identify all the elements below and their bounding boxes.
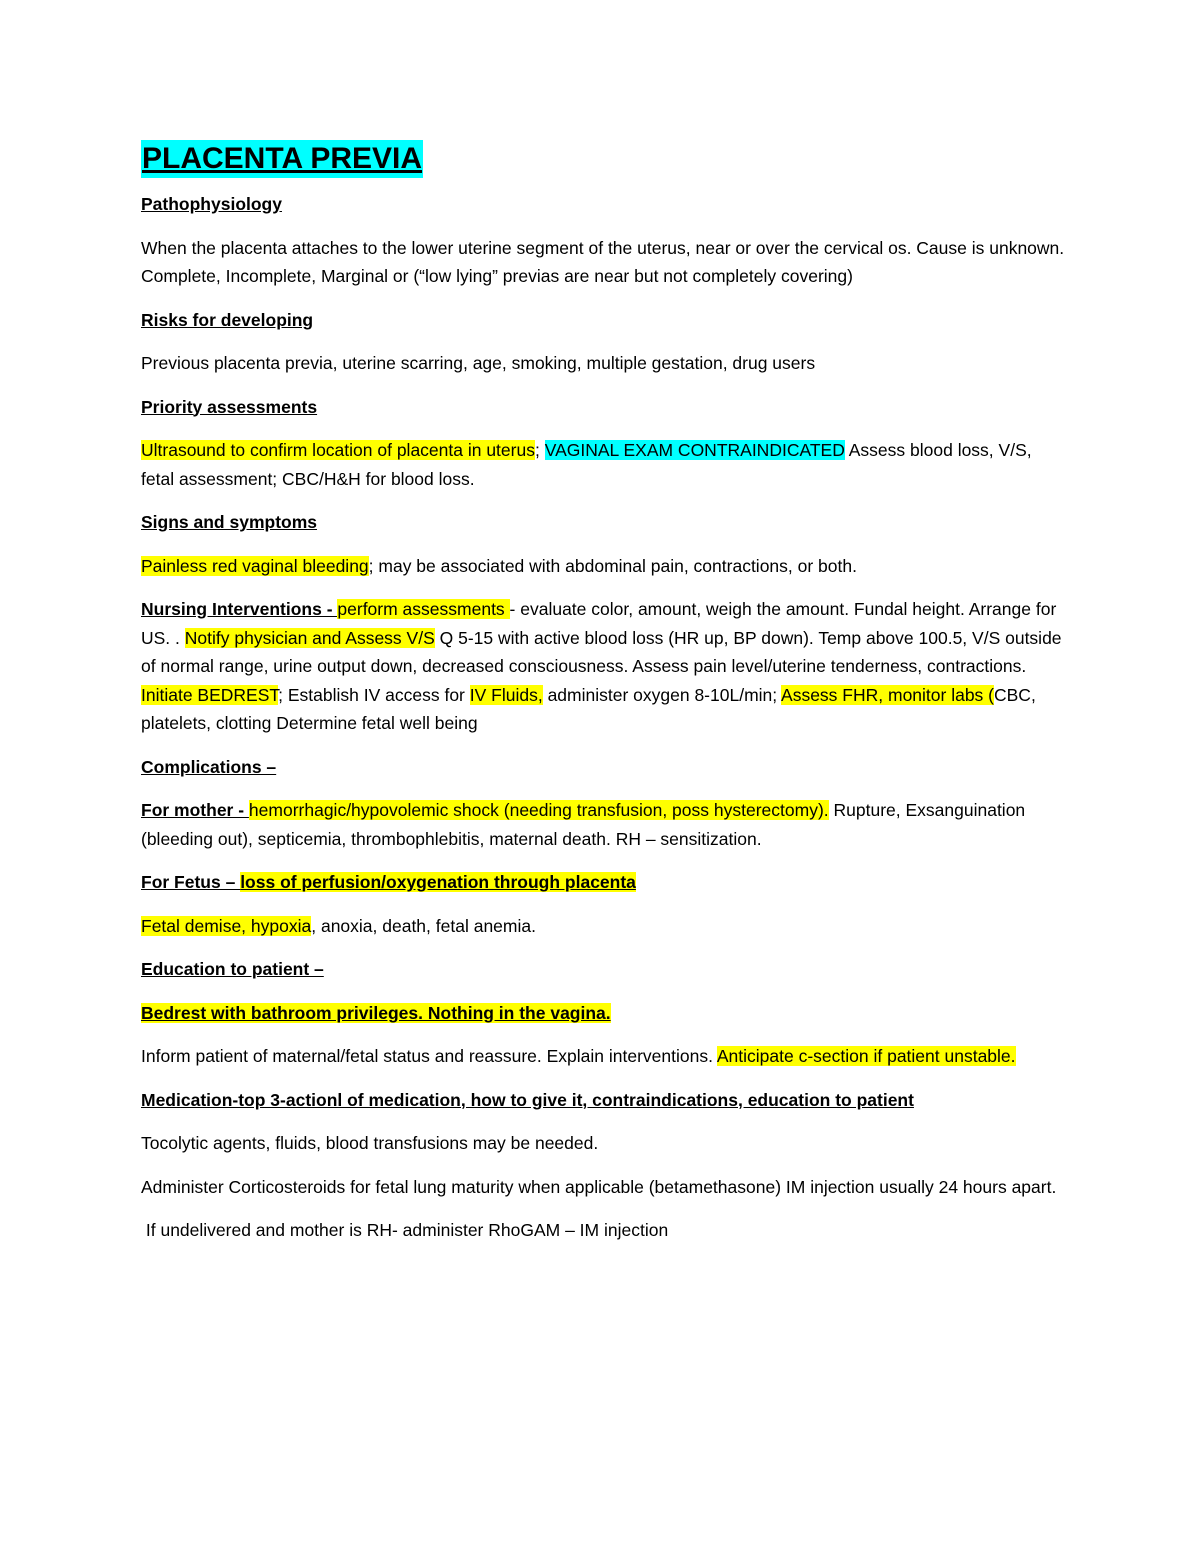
medication-p3: If undelivered and mother is RH- administer RhoGAM – IM injection bbox=[141, 1220, 669, 1240]
page-title: PLACENTA PREVIA bbox=[141, 140, 423, 178]
medication-p2: Administer Corticosteroids for fetal lung maturity when applicable (betamethasone) IM injection usually 24 hours apart. bbox=[141, 1176, 1057, 1197]
fetus-effects bbox=[141, 912, 1066, 941]
medication-heading: Medication-top 3-actionl of medication, how to give it, contraindications, education to patient bbox=[141, 1089, 914, 1110]
medication-p1: Tocolytic agents, fluids, blood transfusions may be needed. bbox=[141, 1133, 599, 1153]
signs-heading: Signs and symptoms bbox=[141, 512, 318, 532]
highlight-iv-fluids: IV Fluids, bbox=[469, 684, 543, 705]
nursing-t4: administer oxygen 8-10L/min; bbox=[542, 684, 782, 705]
nursing-t5: CBC, platelets, clotting Determine fetal well being bbox=[141, 684, 1036, 733]
pathophysiology-heading: Pathophysiology bbox=[141, 194, 282, 214]
mother-text bbox=[141, 796, 1066, 853]
highlight-bedrest: Initiate BEDREST bbox=[141, 684, 279, 705]
nursing-text bbox=[141, 595, 1066, 738]
highlight-bedrest-bathroom: Bedrest with bathroom privileges. Nothing in the vagina. bbox=[141, 1002, 611, 1023]
priority-heading: Priority assessments bbox=[141, 396, 318, 417]
highlight-perfusion-loss: loss of perfusion/oxygenation through placenta bbox=[240, 872, 636, 892]
highlight-perform-assessments: perform assessments bbox=[337, 599, 510, 619]
fetus-text bbox=[141, 868, 1066, 897]
highlight-ultrasound: Ultrasound to confirm location of placenta in uterus bbox=[141, 440, 535, 460]
education-bedrest bbox=[141, 999, 1066, 1028]
highlight-shock: hemorrhagic/hypovolemic shock (needing transfusion, poss hysterectomy). bbox=[248, 800, 829, 820]
education-text bbox=[141, 1042, 1066, 1071]
highlight-vaginal-exam: VAGINAL EXAM CONTRAINDICATED bbox=[544, 440, 845, 460]
mother-rest: Rupture, Exsanguination (bleeding out), septicemia, thrombophlebitis, maternal death. RH – sensitization. bbox=[141, 800, 1026, 849]
highlight-assess-fhr: Assess FHR, monitor labs ( bbox=[781, 684, 994, 705]
priority-rest: Assess blood loss, V/S, fetal assessment; CBC/H&H for blood loss. bbox=[141, 440, 1032, 489]
nursing-t3: ; Establish IV access for bbox=[278, 684, 470, 705]
highlight-notify-physician: Notify physician and Assess V/S bbox=[184, 627, 435, 648]
priority-text bbox=[141, 436, 1066, 493]
fetus-label: For Fetus – bbox=[141, 872, 241, 892]
fetus-effects-rest: , anoxia, death, fetal anemia. bbox=[311, 915, 536, 936]
education-heading: Education to patient – bbox=[141, 959, 324, 979]
nursing-t1: - evaluate color, amount, weigh the amount. Fundal height. Arrange for US. . bbox=[141, 599, 1057, 648]
nursing-t2: Q 5-15 with active blood loss (HR up, BP down). Temp above 100.5, V/S outside of normal range, urine output down, decreased consciousness. Assess pain level/uterine tenderness, contractions. bbox=[141, 627, 1062, 676]
signs-rest: ; may be associated with abdominal pain, contractions, or both. bbox=[368, 555, 857, 576]
highlight-c-section: Anticipate c-section if patient unstable. bbox=[716, 1046, 1016, 1066]
pathophysiology-text: When the placenta attaches to the lower uterine segment of the uterus, near or over the cervical os. Cause is unknown. Complete, Incomplete, Marginal or (“low lying” previas are near but not completely covering) bbox=[141, 237, 1065, 286]
mother-label: For mother - bbox=[141, 800, 249, 820]
risks-text: Previous placenta previa, uterine scarring, age, smoking, multiple gestation, drug users bbox=[141, 353, 816, 373]
priority-sep: ; bbox=[534, 440, 545, 460]
complications-heading: Complications – bbox=[141, 756, 277, 777]
nursing-heading: Nursing Interventions - bbox=[141, 599, 338, 619]
signs-text bbox=[141, 552, 1066, 581]
highlight-painless-bleeding: Painless red vaginal bleeding bbox=[141, 555, 369, 576]
education-t1: Inform patient of maternal/fetal status and reassure. Explain interventions. bbox=[141, 1046, 717, 1066]
document-page bbox=[141, 140, 1066, 1260]
highlight-fetal-demise: Fetal demise, hypoxia bbox=[141, 915, 312, 936]
risks-heading: Risks for developing bbox=[141, 309, 314, 330]
